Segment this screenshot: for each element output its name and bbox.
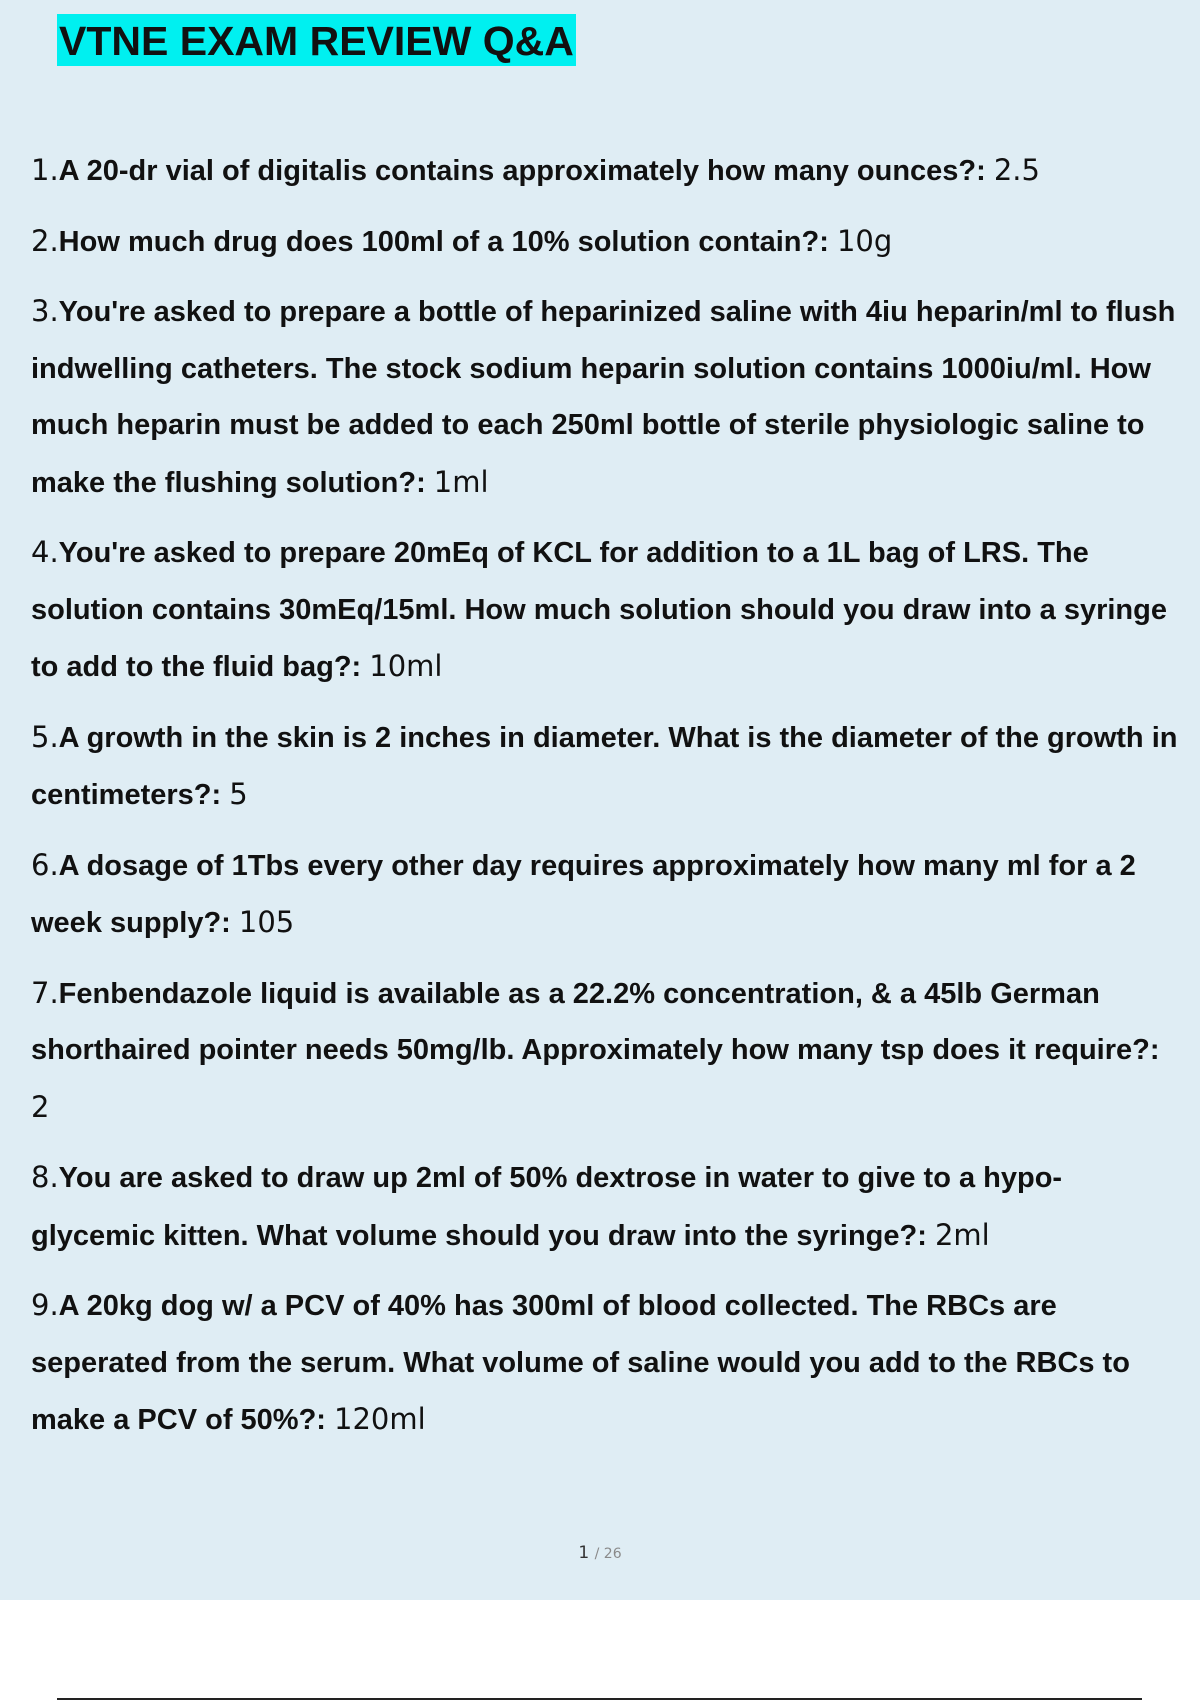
question-text: A 20kg dog w/ a PCV of 40% has 300ml of blood collected. The RBCs are seperated from the serum. What volume of saline would you add to the RBCs to make a PCV of 50%?: bbox=[31, 1290, 1130, 1436]
question-number: 8. bbox=[31, 1160, 59, 1194]
qa-item bbox=[31, 142, 1181, 200]
question-number: 9. bbox=[31, 1288, 59, 1322]
question-text: Fenbendazole liquid is available as a 22.2% concentration, & a 45lb German shorthaired pointer needs 50mg/lb. Approximately how many tsp does it require?: bbox=[31, 977, 1160, 1066]
qa-item bbox=[31, 965, 1181, 1137]
answer-text: 2ml bbox=[934, 1217, 990, 1252]
qa-item bbox=[31, 1277, 1181, 1449]
page-title: VTNE EXAM REVIEW Q&A bbox=[57, 14, 576, 66]
qa-item bbox=[31, 709, 1181, 824]
page-total: / 26 bbox=[594, 1546, 622, 1562]
answer-text: 1ml bbox=[433, 464, 489, 499]
answer-text: 2 bbox=[31, 1089, 50, 1124]
question-number: 2. bbox=[31, 223, 59, 258]
question-list bbox=[31, 142, 1181, 1462]
qa-item bbox=[31, 213, 1181, 271]
question-number: 4. bbox=[31, 535, 59, 569]
answer-text: 10g bbox=[836, 223, 893, 258]
answer-text: 105 bbox=[238, 905, 295, 939]
page-indicator bbox=[0, 1543, 1200, 1563]
qa-item bbox=[31, 837, 1181, 952]
page-current: 1 bbox=[578, 1543, 590, 1563]
answer-text: 5 bbox=[229, 777, 248, 811]
question-text: A growth in the skin is 2 inches in diameter. What is the diameter of the growth in centimeters?: bbox=[31, 721, 1178, 811]
answer-text: 2.5 bbox=[993, 153, 1040, 187]
qa-item bbox=[31, 524, 1181, 696]
qa-item bbox=[31, 1149, 1181, 1264]
answer-text: 10ml bbox=[369, 649, 443, 683]
question-text: You are asked to draw up 2ml of 50% dextrose in water to give to a hypo- glycemic kitten. What volume should you draw into the syringe?: bbox=[31, 1162, 1063, 1252]
question-text: How much drug does 100ml of a 10% solution contain?: bbox=[58, 225, 829, 258]
question-number: 6. bbox=[31, 847, 59, 882]
qa-item bbox=[31, 283, 1181, 511]
question-text: You're asked to prepare a bottle of heparinized saline with 4iu heparin/ml to flush indwelling catheters. The stock sodium heparin solution contains 1000iu/ml. How much heparin must be added to each 250ml bottle of sterile physiologic saline to make the flushing solution?: bbox=[31, 296, 1176, 499]
question-number: 5. bbox=[31, 719, 59, 754]
question-number: 1. bbox=[31, 153, 59, 187]
question-text: You're asked to prepare 20mEq of KCL for addition to a 1L bag of LRS. The solution contains 30mEq/15ml. How much solution should you draw into a syringe to add to the fluid bag?: bbox=[31, 537, 1167, 683]
question-text: A 20-dr vial of digitalis contains approximately how many ounces?: bbox=[58, 155, 986, 187]
answer-text: 120ml bbox=[334, 1402, 426, 1436]
question-text: A dosage of 1Tbs every other day requires approximately how many ml for a 2 week supply?: bbox=[31, 849, 1136, 939]
question-number: 7. bbox=[31, 975, 59, 1010]
question-number: 3. bbox=[31, 294, 59, 328]
